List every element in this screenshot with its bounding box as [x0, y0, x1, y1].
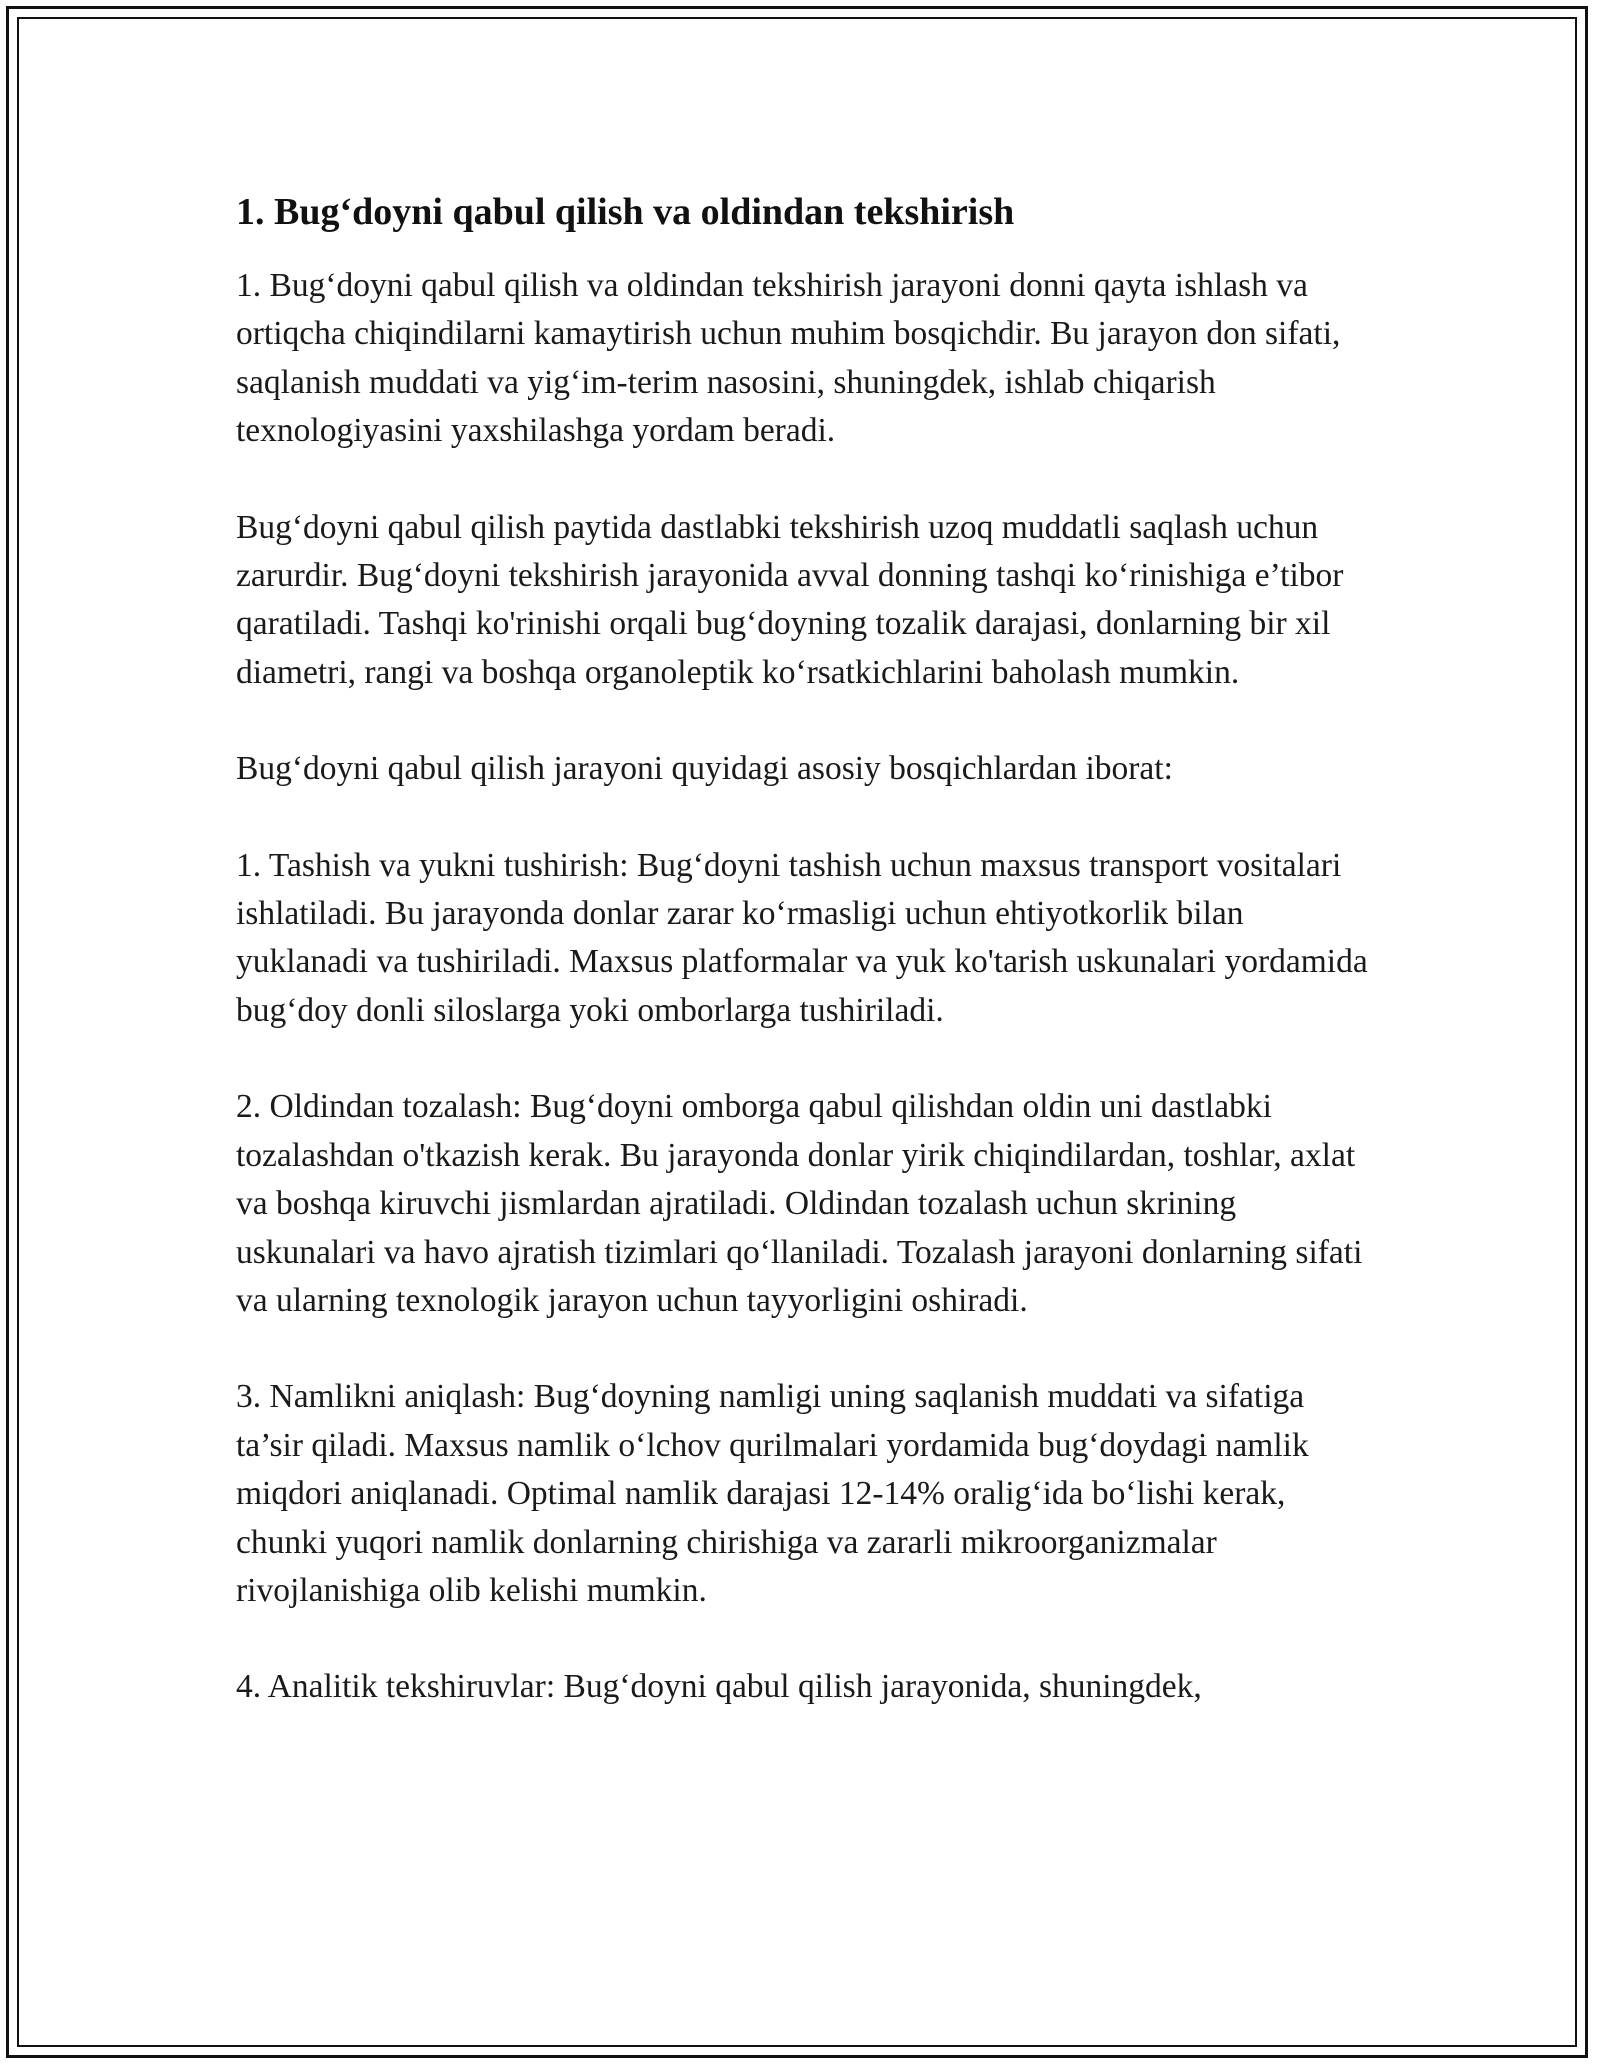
section-heading: 1. Bug‘doyni qabul qilish va oldindan tekshirish [236, 191, 1015, 233]
paragraph-stage-3: 3. Namlikni aniqlash: Bug‘doyning namligi uning saqlanish muddati va sifatiga ta’sir qiladi. Maxsus namlik o‘lchov qurilmalari yordamida bug‘doydagi namlik miqdori aniqlanadi. Optimal namlik darajasi 12-14% oralig‘ida bo‘lishi kerak, chunki yuqori namlik donlarning chirishiga va zararli mikroorganizmalar rivojlanishiga olib kelishi mumkin. [236, 1378, 1309, 1609]
paragraph-initial-inspection: Bug‘doyni qabul qilish paytida dastlabki tekshirish uzoq muddatli saqlash uchun zarurdir. Bug‘doyni tekshirish jarayonida avval donning tashqi ko‘rinishiga e’tibor qaratiladi. Tashqi ko'rinishi orqali bug‘doyning tozalik darajasi, donlarning bir xil diametri, rangi va boshqa organoleptik ko‘rsatkichlarini baholash mumkin. [236, 508, 1344, 691]
paragraph-stage-2: 2. Oldindan tozalash: Bug‘doyni omborga qabul qilishdan oldin uni dastlabki tozalashdan o'tkazish kerak. Bu jarayonda donlar yirik chiqindilardan, toshlar, axlat va boshqa kiruvchi jismlardan ajratiladi. Oldindan tozalash uchun skrining uskunalari va havo ajratish tizimlari qo‘llaniladi. Tozalash jarayoni donlarning sifati va ularning texnologik jarayon uchun tayyorligini oshiradi. [236, 1088, 1363, 1319]
paragraph-stage-4: 4. Analitik tekshiruvlar: Bug‘doyni qabul qilish jarayonida, shuningdek, [236, 1668, 1202, 1706]
paragraph-stages-intro: Bug‘doyni qabul qilish jarayoni quyidagi asosiy bosqichlardan iborat: [236, 750, 1173, 788]
paragraph-stage-1: 1. Tashish va yukni tushirish: Bug‘doyni tashish uchun maxsus transport vositalari ishlatiladi. Bu jarayonda donlar zarar ko‘rmasligi uchun ehtiyotkorlik bilan yuklanadi va tushiriladi. Maxsus platformalar va yuk ko'tarish uskunalari yordamida bug‘doy donli siloslarga yoki omborlarga tushiriladi. [236, 846, 1368, 1029]
document-body [236, 186, 1376, 1760]
paragraph-intro: 1. Bug‘doyni qabul qilish va oldindan tekshirish jarayoni donni qayta ishlash va ortiqcha chiqindilarni kamaytirish uchun muhim bosqichdir. Bu jarayon don sifati, saqlanish muddati va yig‘im-terim nasosini, shuningdek, ishlab chiqarish texnologiyasini yaxshilashga yordam beradi. [236, 267, 1341, 450]
